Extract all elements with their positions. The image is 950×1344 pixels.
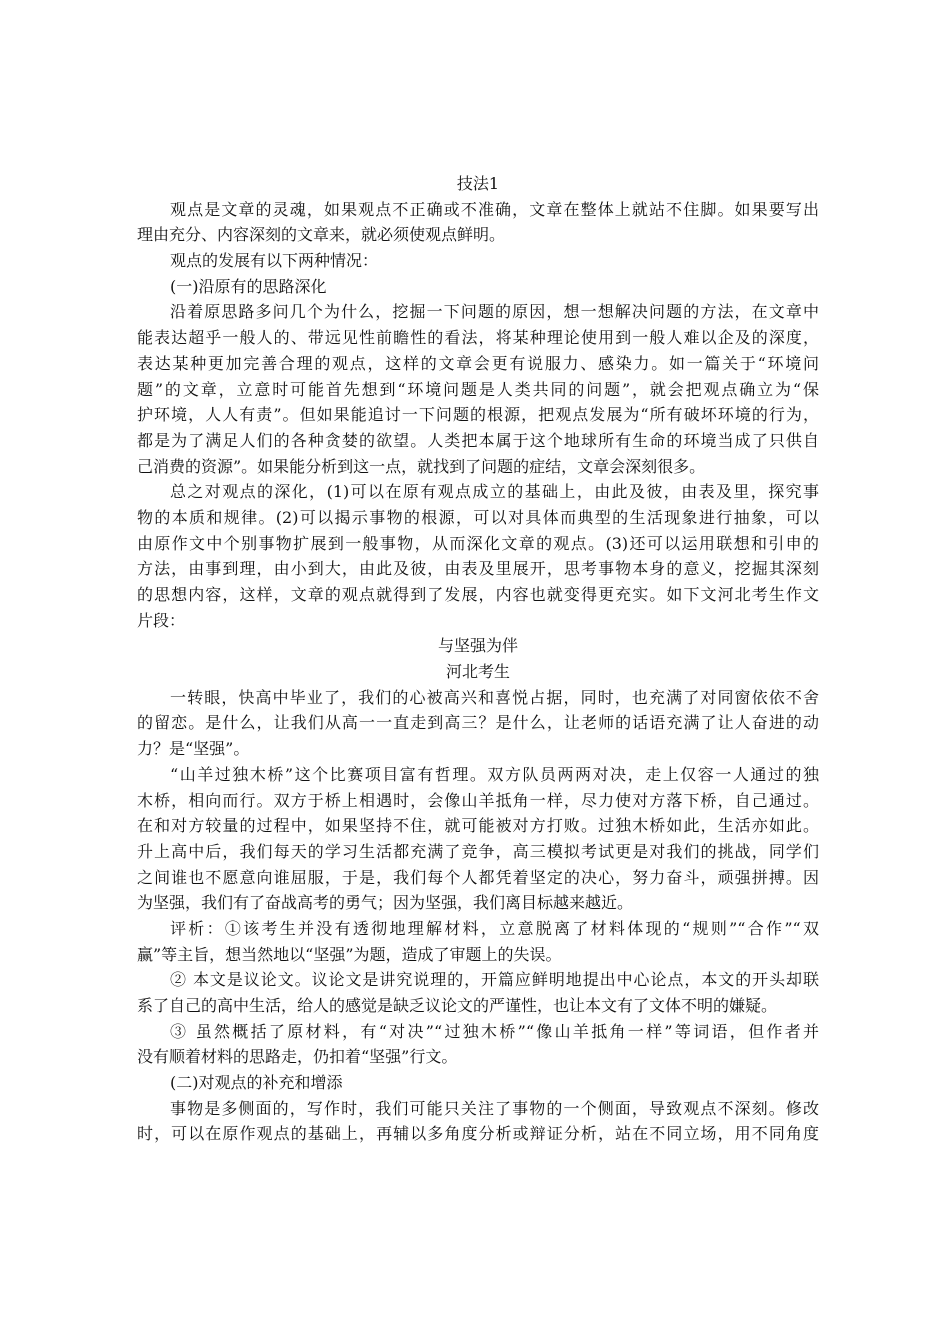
text-line: “山羊过独木桥”这个比赛项目富有哲理。双方队员两两对决，走上仅容一人通过的独 <box>170 764 819 784</box>
text-line: 系了自己的高中生活，给人的感觉是缺乏议论文的严谨性，也让本文有了文体不明的嫌疑。 <box>137 996 778 1015</box>
text-line: 题”的文章，立意时可能首先想到“环境问题是人类共同的问题”，就会把观点确立为“保 <box>137 379 819 399</box>
text-line: 都是为了满足人们的各种贪婪的欲望。人类把本属于这个地球所有生命的环境当成了只供自 <box>137 430 819 450</box>
document-page <box>137 171 819 1147</box>
text-line: ② 本文是议论文。议论文是讲究说理的，开篇应鲜明地提出中心论点，本文的开头却联 <box>170 970 819 990</box>
text-line: (一)沿原有的思路深化 <box>170 276 327 296</box>
text-line: 一转眼，快高中毕业了，我们的心被高兴和喜悦占据，同时，也充满了对同窗依依不舍 <box>170 687 819 707</box>
text-line: 的思想内容，这样，文章的观点就得到了发展，内容也就变得更充实。如下文河北考生作文 <box>137 585 819 604</box>
text-line: 方法，由事到理，由小到大，由此及彼，由表及里展开，思考事物本身的意义，挖掘其深刻 <box>137 559 819 579</box>
text-line: 物的本质和规律。(2)可以揭示事物的根源，可以对具体而典型的生活现象进行抽象，可以 <box>137 507 819 527</box>
essay-heading: 与坚强为伴 <box>437 636 518 656</box>
text-line: 在和对方较量的过程中，如果坚持不住，就可能被对方打败。过独木桥如此，生活亦如此。 <box>137 816 819 836</box>
text-line: 事物是多侧面的，写作时，我们可能只关注了事物的一个侧面，导致观点不深刻。修改 <box>170 1098 819 1118</box>
text-line: 的留恋。是什么，让我们从高一一直走到高三？是什么，让老师的话语充满了让人奋进的动 <box>137 713 819 733</box>
text-line: 力？是“坚强”。 <box>137 739 250 759</box>
text-line: 没有顺着材料的思路走，仍扣着“坚强”行文。 <box>137 1047 458 1067</box>
text-line: 为坚强，我们有了奋战高考的勇气；因为坚强，我们离目标越来越近。 <box>137 893 634 913</box>
text-line: 护环境，人人有责”。但如果能追讨一下问题的根源，把观点发展为“所有破坏环境的行为， <box>137 405 819 425</box>
text-line: 木桥，相向而行。双方于桥上相遇时，会像山羊抵角一样，尽力使对方落下桥，自己通过。 <box>137 790 819 810</box>
text-line: 评析：①该考生并没有透彻地理解材料，立意脱离了材料体现的“规则”“合作”“双 <box>170 918 819 938</box>
text-line: 能表达超乎一般人的、带远见性前瞻性的看法，将某种理论使用到一般人难以企及的深度， <box>137 328 819 348</box>
essay-heading: 河北考生 <box>445 662 510 682</box>
text-line: 由原作文中个别事物扩展到一般事物，从而深化文章的观点。(3)还可以运用联想和引申的 <box>137 533 819 553</box>
text-line: ③ 虽然概括了原材料，有“对决”“过独木桥”“像山羊抵角一样”等词语，但作者并 <box>170 1021 819 1041</box>
text-line: 片段： <box>137 610 186 630</box>
text-line: 升上高中后，我们每天的学习生活都充满了竞争，高三模拟考试更是对我们的挑战，同学们 <box>137 841 819 861</box>
text-line: 沿着原思路多问几个为什么，挖掘一下问题的原因，想一想解决问题的方法，在文章中 <box>170 302 819 322</box>
text-line: 己消费的资源”。如果能分析到这一点，就找到了问题的症结，文章会深刻很多。 <box>137 456 706 476</box>
text-line: 表达某种更加完善合理的观点，这样的文章会更有说服力、感染力。如一篇关于“环境问 <box>137 353 819 373</box>
text-line: 之间谁也不愿意向谁屈服，于是，我们每个人都凭着坚定的决心，努力奋斗，顽强拼搏。因 <box>137 867 819 887</box>
text-line: (二)对观点的补充和增添 <box>170 1073 343 1093</box>
text-line: 赢”等主旨，想当然地以“坚强”为题，造成了审题上的失误。 <box>137 944 562 964</box>
text-line: 理由充分、内容深刻的文章来，就必须使观点鲜明。 <box>137 225 506 245</box>
text-line: 总之对观点的深化，(1)可以在原有观点成立的基础上，由此及彼，由表及里，探究事 <box>170 482 819 502</box>
text-line: 时，可以在原作观点的基础上，再辅以多角度分析或辩证分析，站在不同立场，用不同角度 <box>137 1124 819 1144</box>
text-line: 观点是文章的灵魂，如果观点不正确或不准确，文章在整体上就站不住脚。如果要写出 <box>170 199 819 219</box>
text-line: 观点的发展有以下两种情况： <box>170 251 379 271</box>
section-title: 技法1 <box>456 174 500 193</box>
